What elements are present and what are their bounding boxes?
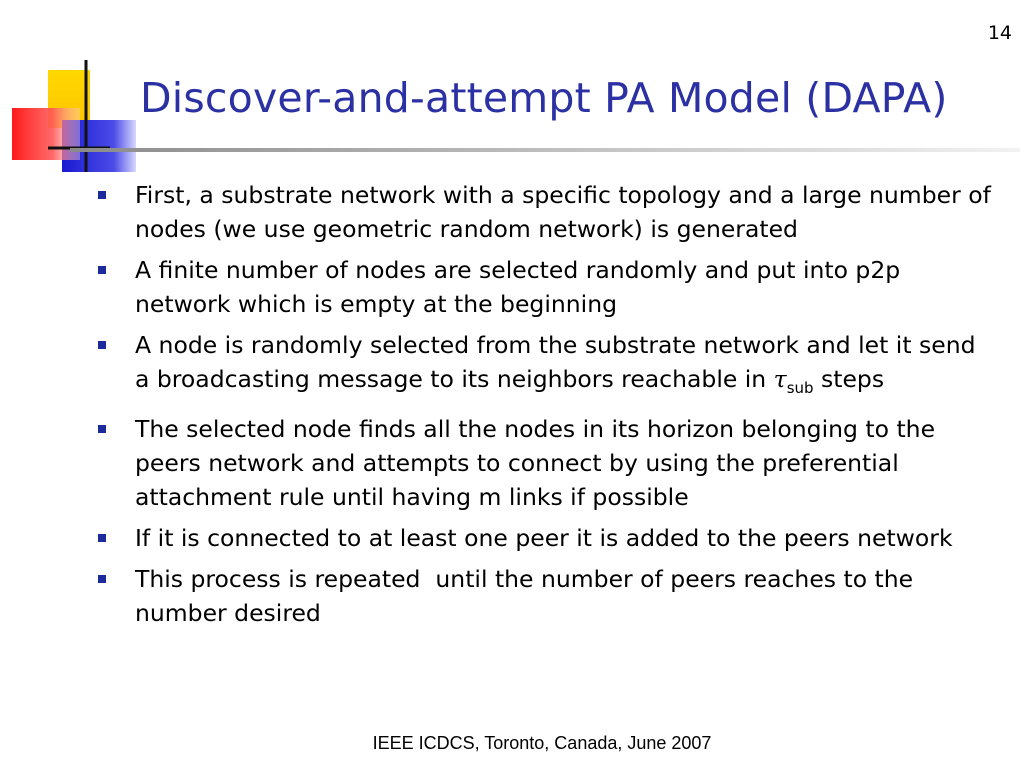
bullet-item: [95, 412, 995, 514]
slide-title: Discover-and-attempt PA Model (DAPA): [140, 74, 948, 122]
bullet-item: [95, 562, 995, 630]
bullet-text-after: steps: [813, 365, 885, 393]
bullet-text: [135, 331, 976, 397]
title-underline: [70, 148, 1020, 152]
slide-logo-graphic: [0, 0, 140, 180]
bullet-square-icon: [98, 425, 106, 433]
bullet-item: [95, 253, 995, 321]
bullet-item: [95, 178, 995, 246]
bullet-text: The selected node finds all the nodes in its horizon belonging to the peers network and attempts to connect by using the preferential attachment rule until having m links if possible: [135, 415, 936, 511]
slide-footer: IEEE ICDCS, Toronto, Canada, June 2007: [372, 733, 712, 753]
bullet-square-icon: [98, 534, 106, 542]
tau-subscript: sub: [786, 379, 814, 397]
logo-red-square: [12, 108, 80, 160]
bullet-text: If it is connected to at least one peer it is added to the peers network: [135, 524, 953, 552]
bullet-text-before: A node is randomly selected from the substrate network and let it send a broadcasting message to its neighbors reachable in: [135, 331, 976, 393]
slide-number: 14: [987, 22, 1012, 44]
bullet-item: [95, 328, 995, 405]
bullet-square-icon: [98, 191, 106, 199]
bullet-square-icon: [98, 575, 106, 583]
bullet-text: A finite number of nodes are selected randomly and put into p2p network which is empty at the beginning: [135, 256, 901, 318]
bullet-square-icon: [98, 266, 106, 274]
bullet-text: First, a substrate network with a specific topology and a large number of nodes (we use geometric random network) is generated: [135, 181, 991, 243]
tau-symbol: τ: [773, 365, 787, 393]
bullet-square-icon: [98, 341, 106, 349]
bullet-text: This process is repeated until the number of peers reaches to the number desired: [135, 565, 921, 627]
bullet-item: [95, 521, 995, 555]
bullet-list: [95, 178, 995, 637]
